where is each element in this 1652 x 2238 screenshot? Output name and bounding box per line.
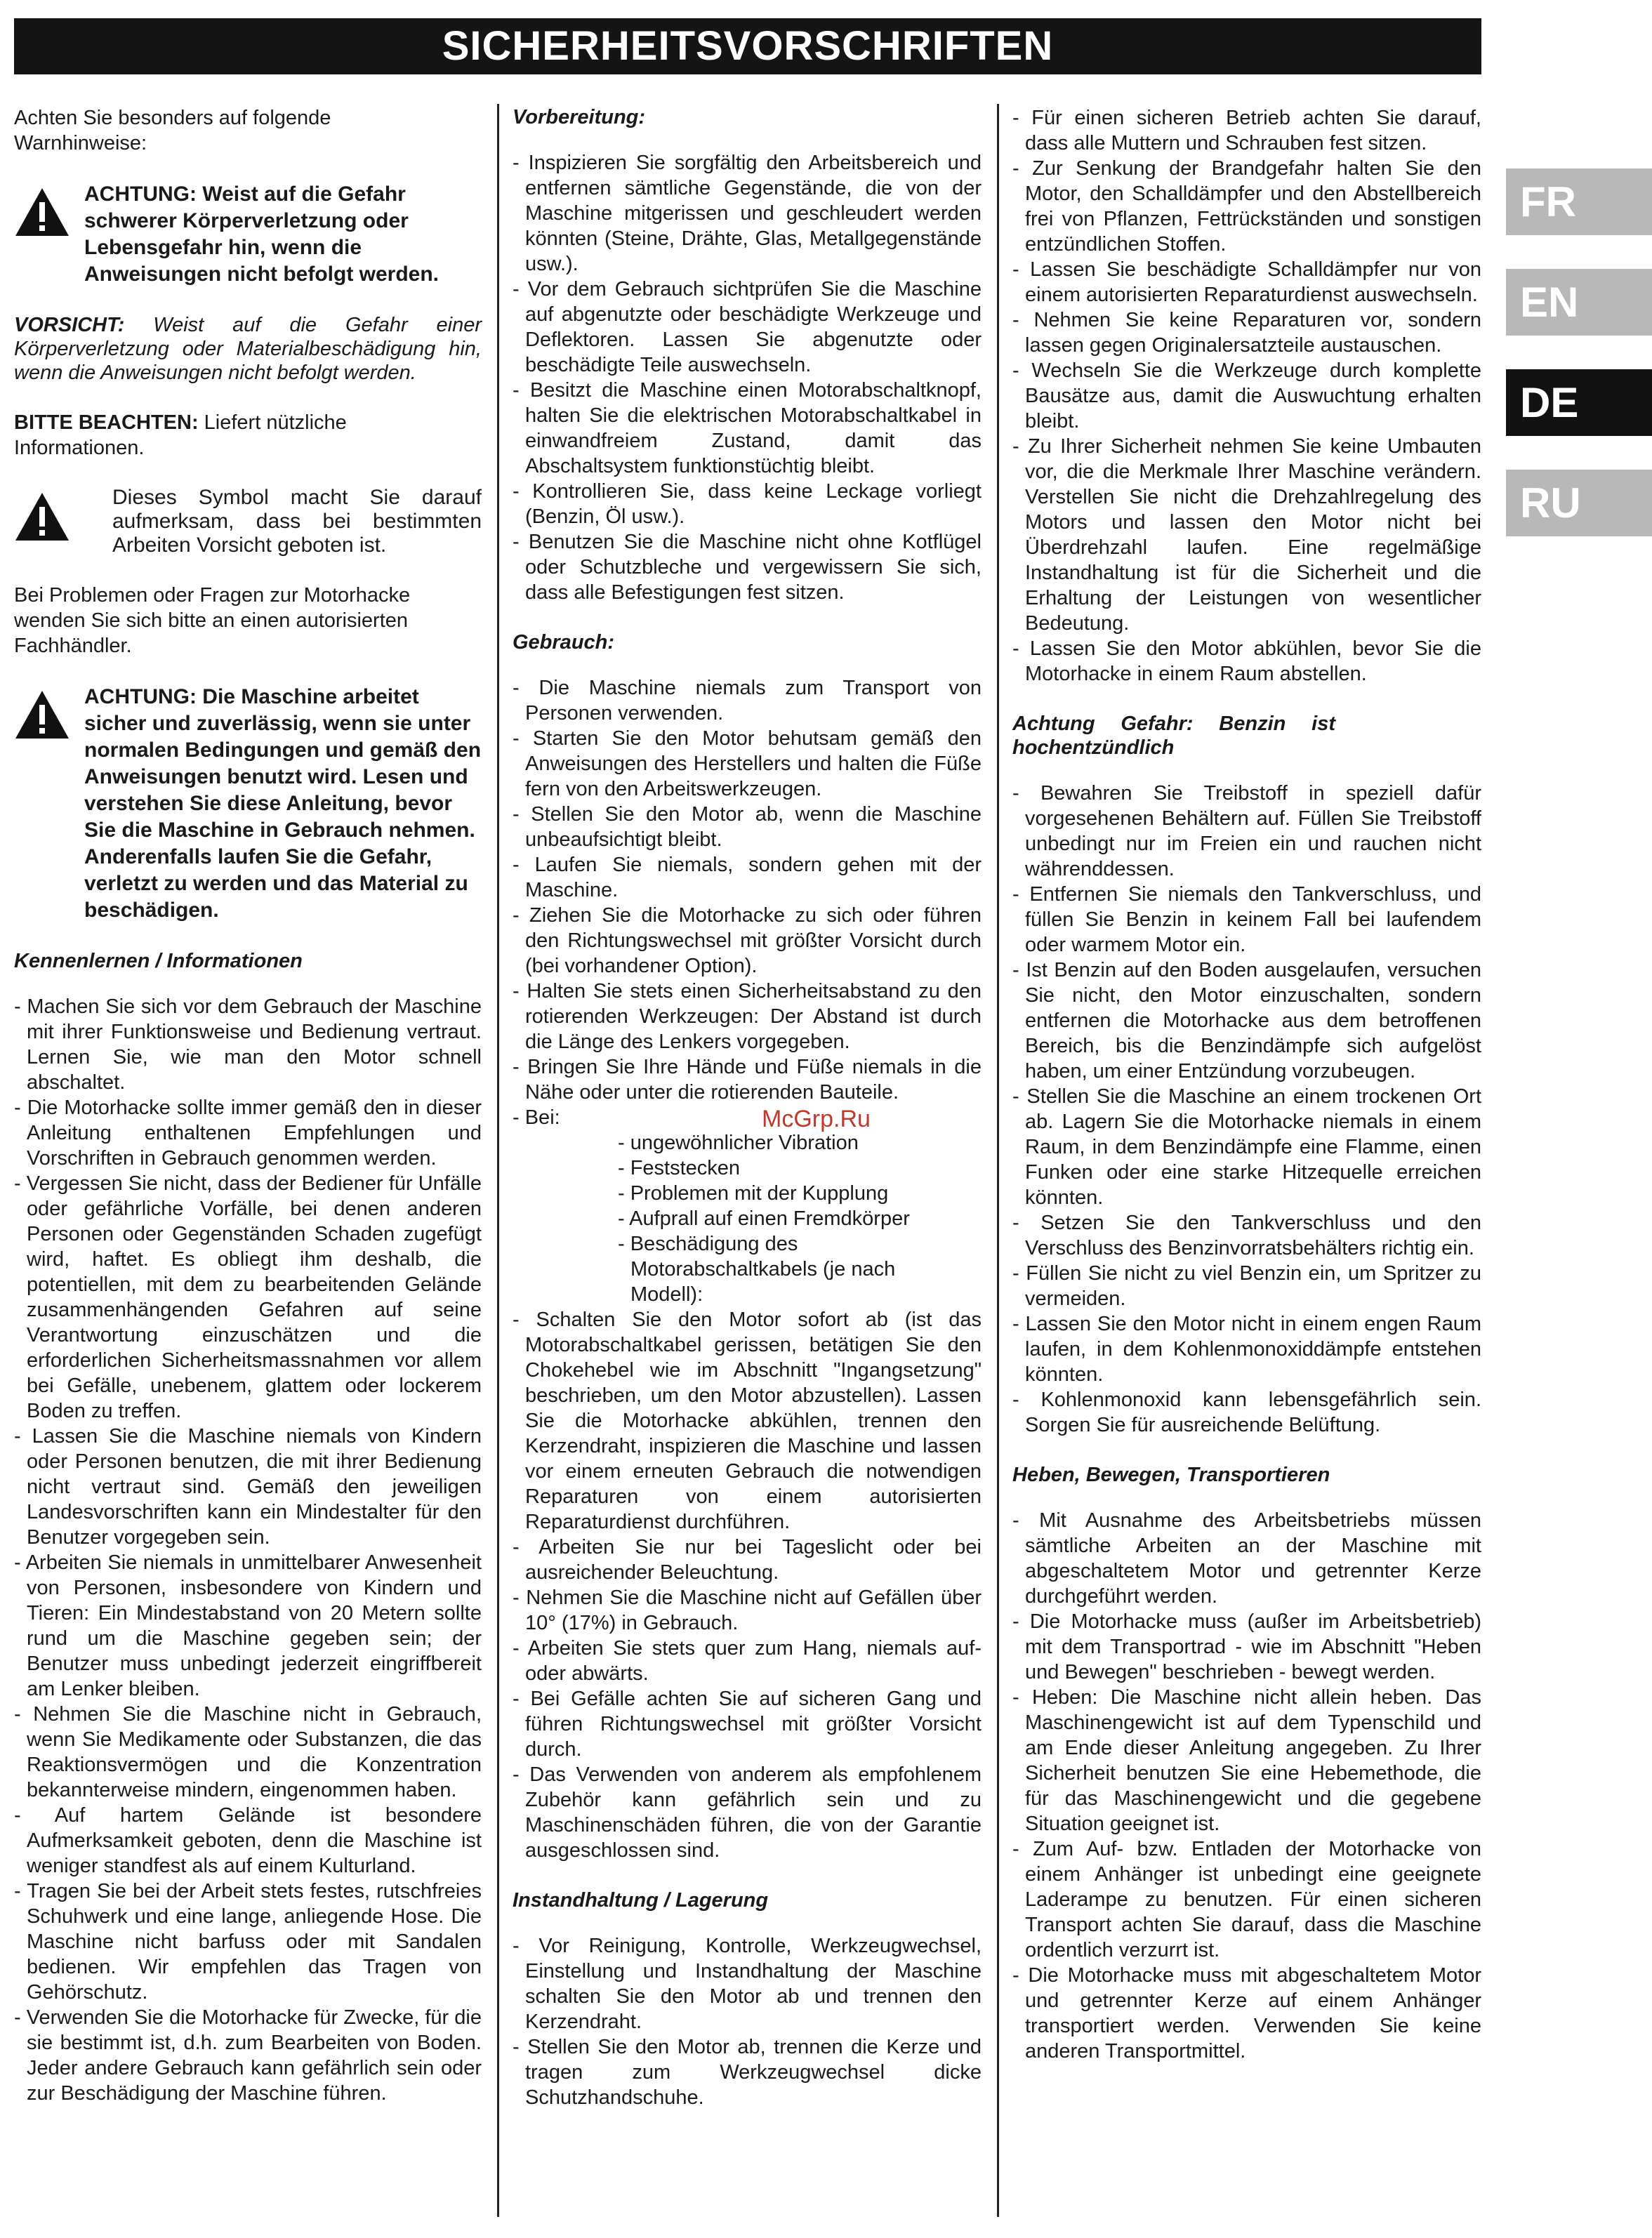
section-heading: Vorbereitung: xyxy=(513,106,646,128)
list-item: - Mit Ausnahme des Arbeitsbetriebs müssen sämtliche Arbeiten an der Maschine mit abgeschaltetem Motor und getrennter Kerze durchgeführt werden. xyxy=(1012,1508,1481,1609)
maint-list-continued xyxy=(1012,105,1481,687)
list-item: - Kohlenmonoxid kann lebensgefährlich sein. Sorgen Sie für ausreichende Belüftung. xyxy=(1012,1387,1481,1438)
list-item: - Entfernen Sie niemals den Tankverschluss, und füllen Sie Benzin in keinem Fall bei laufendem oder warmem Motor ein. xyxy=(1012,882,1481,958)
list-item: - Die Motorhacke muss (außer im Arbeitsbetrieb) mit dem Transportrad - wie im Abschnitt "Heben und Bewegen" beschrieben - bewegt werden. xyxy=(1012,1609,1481,1685)
column-1 xyxy=(14,105,482,2106)
transport-list xyxy=(1012,1508,1481,2064)
info-note xyxy=(14,410,482,461)
warning-block xyxy=(14,181,482,288)
prep-list xyxy=(513,150,982,605)
section-heading: Instandhaltung / Lagerung xyxy=(513,1889,769,1912)
caution-triangle-icon xyxy=(14,486,112,542)
sublist-item: - Aufprall auf einen Fremdkörper xyxy=(618,1206,969,1231)
list-item: - Schalten Sie den Motor sofort ab (ist das Motorabschaltkabel gerissen, betätigen Sie den Chokehebel wie im Abschnitt "Ingangsetzung" beschrieben, um den Motor abzustellen). Lassen Sie die Motorhacke abkühlen, trennen den Kerzendraht, inspizieren die Maschine und lassen vor einem erneuten Gebrauch die notwendigen Reparaturen von einem autorisierten Reparaturdienst durchführen. xyxy=(513,1307,982,1535)
list-item: - Bringen Sie Ihre Hände und Füße niemals in die Nähe oder unter die rotierenden Bauteile. xyxy=(513,1054,982,1105)
list-item: - Ziehen Sie die Motorhacke zu sich oder führen den Richtungswechsel mit größter Vorsicht durch (bei vorhandener Option). xyxy=(513,903,982,979)
list-item: - Das Verwenden von anderem als empfohlenem Zubehör kann gefährlich sein und zu Maschinenschäden führen, die von der Garantie ausgeschlossen sind. xyxy=(513,1762,982,1863)
list-item: - Zur Senkung der Brandgefahr halten Sie den Motor, den Schalldämpfer und den Abstellbereich frei von Pflanzen, Fettrückständen und sonstigen entzündlichen Stoffen. xyxy=(1012,156,1481,257)
list-item: - Stellen Sie den Motor ab, trennen die Kerze und tragen zum Werkzeugwechsel dicke Schutzhandschuhe. xyxy=(513,2034,982,2110)
sublist-item: - Beschädigung des Motorabschaltkabels (je nach Modell): xyxy=(618,1231,969,1307)
list-item: - Bewahren Sie Treibstoff in speziell dafür vorgesehenen Behältern auf. Füllen Sie Treibstoff unbedingt nur im Freien ein und rauchen nicht währenddessen. xyxy=(1012,781,1481,882)
list-item: - Arbeiten Sie nur bei Tageslicht oder bei ausreichender Beleuchtung. xyxy=(513,1535,982,1585)
list-item: - Heben: Die Maschine nicht allein heben. Das Maschinengewicht ist auf dem Typenschild und am Ende dieser Anleitung angegeben. Zu Ihrer Sicherheit benutzen Sie eine Hebemethode, die für das Maschinengewicht und die gegebene Situation geeignet ist. xyxy=(1012,1685,1481,1836)
info-text: Liefert nützliche Informationen. xyxy=(14,411,347,459)
list-item: - Nehmen Sie die Maschine nicht in Gebrauch, wenn Sie Medikamente oder Substanzen, die das Reaktionsvermögen und die Konzentration bekannterweise mindern, eingenommen haben. xyxy=(14,1702,482,1803)
caution-label: VORSICHT: xyxy=(14,314,125,336)
list-item: - Bei: xyxy=(513,1105,982,1130)
list-item: - Nehmen Sie die Maschine nicht auf Gefällen über 10° (17%) in Gebrauch. xyxy=(513,1585,982,1636)
info-label: BITTE BEACHTEN: xyxy=(14,411,199,434)
bei-sublist xyxy=(618,1130,969,1307)
caution-text: Weist auf die Gefahr einer Körperverletzung oder Materialbeschädigung hin, wenn die Anweisungen nicht befolgt werden. xyxy=(14,314,482,384)
fuel-list xyxy=(1012,781,1481,1438)
column-divider xyxy=(497,104,499,2217)
list-item: - Füllen Sie nicht zu viel Benzin ein, um Spritzer zu vermeiden. xyxy=(1012,1261,1481,1311)
list-item: - Lassen Sie beschädigte Schalldämpfer nur von einem autorisierten Reparaturdienst auswechseln. xyxy=(1012,257,1481,307)
list-item: - Vor Reinigung, Kontrolle, Werkzeugwechsel, Einstellung und Instandhaltung der Maschine schalten Sie den Motor ab und trennen den Kerzendraht. xyxy=(513,1933,982,2034)
caution-note xyxy=(14,313,482,385)
section-heading: Gebrauch: xyxy=(513,631,615,654)
list-item: - Die Motorhacke sollte immer gemäß den in dieser Anleitung enthaltenen Empfehlungen und Vorschriften in Gebrauch genommen werden. xyxy=(14,1095,482,1171)
list-item: - Ist Benzin auf den Boden ausgelaufen, versuchen Sie nicht, den Motor einzuschalten, sondern entfernen die Motorhacke aus dem betroffenen Bereich, bis die Benzindämpfe sich aufgelöst haben, um einer Entzündung vorzubeugen. xyxy=(1012,958,1481,1084)
list-item: - Bei Gefälle achten Sie auf sicheren Gang und führen Richtungswechsel mit größter Vorsicht durch. xyxy=(513,1686,982,1762)
sublist-item: - ungewöhnlicher Vibration xyxy=(618,1130,969,1156)
list-item: - Die Motorhacke muss mit abgeschaltetem Motor und getrennter Kerze auf einem Anhänger transportiert werden. Verwenden Sie keine anderen Transportmittel. xyxy=(1012,1963,1481,2064)
use-list xyxy=(513,675,982,1130)
lang-tab-ru[interactable]: RU xyxy=(1506,470,1652,536)
list-item: - Nehmen Sie keine Reparaturen vor, sondern lassen gegen Originalersatzteile austauschen. xyxy=(1012,307,1481,358)
list-item: - Zu Ihrer Sicherheit nehmen Sie keine Umbauten vor, die die Merkmale Ihrer Maschine verändern. Verstellen Sie nicht die Drehzahlregelung des Motors und lassen den Motor nicht bei Überdrehzahl laufen. Eine regelmäßige Instandhaltung ist für die Sicherheit und die Erhaltung der Leistungen von wesentlicher Bedeutung. xyxy=(1012,434,1481,636)
list-item: - Setzen Sie den Tankverschluss und den Verschluss des Benzinvorratsbehälters richtig ein. xyxy=(1012,1210,1481,1261)
list-item: - Arbeiten Sie niemals in unmittelbarer Anwesenheit von Personen, insbesondere von Kindern und Tieren: Ein Mindestabstand von 20 Metern sollte rund um die Maschine gegeben sein; der Benutzer muss unbedingt jederzeit eingriffbereit am Lenker bleiben. xyxy=(14,1550,482,1702)
list-item: - Halten Sie stets einen Sicherheitsabstand zu den rotierenden Werkzeugen: Der Abstand ist durch die Länge des Lenkers vorgegeben. xyxy=(513,979,982,1054)
symbol-note-block xyxy=(14,486,482,557)
list-item: - Benutzen Sie die Maschine nicht ohne Kotflügel oder Schutzbleche und vergewissern Sie sich, dass alle Befestigungen fest sitzen. xyxy=(513,529,982,605)
list-item: - Tragen Sie bei der Arbeit stets festes, rutschfreies Schuhwerk und eine lange, anliegende Hose. Die Maschine nicht barfuss oder mit Sandalen bedienen. Wir empfehlen das Tragen von Gehörschutz. xyxy=(14,1879,482,2005)
watermark: McGrp.Ru xyxy=(762,1106,871,1132)
problems-text: Bei Problemen oder Fragen zur Motorhacke wenden Sie sich bitte an einen autorisierten Fachhändler. xyxy=(14,584,411,657)
list-item: - Lassen Sie die Maschine niemals von Kindern oder Personen benutzen, die mit ihrer Bedienung nicht vertraut sind. Gemäß den jeweiligen Landesvorschriften kann ein Mindestalter für den Benutzer vorgegeben sein. xyxy=(14,1424,482,1550)
sublist-item: - Feststecken xyxy=(618,1156,969,1181)
list-item: - Die Maschine niemals zum Transport von Personen verwenden. xyxy=(513,675,982,726)
section-heading: Heben, Bewegen, Transportieren xyxy=(1012,1464,1330,1486)
list-item: - Lassen Sie den Motor abkühlen, bevor Sie die Motorhacke in einem Raum abstellen. xyxy=(1012,636,1481,687)
list-item: - Auf hartem Gelände ist besondere Aufmerksamkeit geboten, denn die Maschine ist weniger standfest als auf einem Kulturland. xyxy=(14,1803,482,1879)
sublist-item: - Problemen mit der Kupplung xyxy=(618,1181,969,1206)
lang-tab-fr[interactable]: FR xyxy=(1506,168,1652,235)
warning-triangle-icon xyxy=(14,684,84,740)
list-item: - Arbeiten Sie stets quer zum Hang, niemals auf- oder abwärts. xyxy=(513,1636,982,1686)
list-item: - Laufen Sie niemals, sondern gehen mit der Maschine. xyxy=(513,852,982,903)
list-item: - Besitzt die Maschine einen Motorabschaltknopf, halten Sie die elektrischen Motorabschaltkabel in einwandfreiem Zustand, damit das Abschaltsystem funktionstüchtig bleibt. xyxy=(513,378,982,479)
list-item: - Machen Sie sich vor dem Gebrauch der Maschine mit ihrer Funktionsweise und Bedienung vertraut. Lernen Sie, wie man den Motor schnell abschaltet. xyxy=(14,994,482,1095)
list-item: - Vor dem Gebrauch sichtprüfen Sie die Maschine auf abgenutzte oder beschädigte Werkzeuge und Deflektoren. Lassen Sie abgenutzte oder beschädigte Teile auswechseln. xyxy=(513,277,982,378)
warning-block xyxy=(14,684,482,924)
column-3 xyxy=(1012,105,1481,2064)
lang-tab-de[interactable]: DE xyxy=(1506,369,1652,436)
column-divider xyxy=(997,104,999,2217)
warning-triangle-icon xyxy=(14,181,84,237)
warning-text: ACHTUNG: Die Maschine arbeitet sicher und zuverlässig, wenn sie unter normalen Bedingungen und gemäß den Anweisungen benutzt wird. Lesen und verstehen Sie diese Anleitung, bevor Sie die Maschine in Gebrauch nehmen. Anderenfalls laufen Sie die Gefahr, verletzt zu werden und das Material zu beschädigen. xyxy=(84,685,482,922)
lang-tab-en[interactable]: EN xyxy=(1506,269,1652,336)
list-item: - Vergessen Sie nicht, dass der Bediener für Unfälle oder gefährliche Vorfälle, bei denen anderen Personen oder Gegenständen Schaden zugefügt wird, haftet. Es obliegt ihm deshalb, die potentiellen, mit dem zu bearbeitenden Gelände zusammenhängenden Gefahren auf seine Verantwortung einzuschätzen und die erforderlichen Sicherheitsmassnahmen vor allem bei Gefälle, unebenem, glattem oder lockerem Boden zu treffen. xyxy=(14,1171,482,1424)
list-item: - Inspizieren Sie sorgfältig den Arbeitsbereich und entfernen sämtliche Gegenstände, die von der Maschine mitgerissen und geschleudert werden könnten (Steine, Drähte, Glas, Metallgegenstände usw.). xyxy=(513,150,982,277)
use-list-continued xyxy=(513,1307,982,1863)
list-item: - Starten Sie den Motor behutsam gemäß den Anweisungen des Herstellers und halten die Füße fern von den Arbeitswerkzeugen. xyxy=(513,726,982,802)
symbol-note-text: Dieses Symbol macht Sie darauf aufmerksam, dass bei bestimmten Arbeiten Vorsicht geboten ist. xyxy=(112,486,482,557)
info-list xyxy=(14,994,482,2106)
list-item: - Verwenden Sie die Motorhacke für Zwecke, für die sie bestimmt ist, d.h. zum Bearbeiten von Boden. Jeder andere Gebrauch kann gefährlich sein oder zur Beschädigung der Maschine führen. xyxy=(14,2005,482,2106)
maint-list xyxy=(513,1933,982,2110)
list-item: - Für einen sicheren Betrieb achten Sie darauf, dass alle Muttern und Schrauben fest sitzen. xyxy=(1012,105,1481,156)
section-heading: Achtung Gefahr: Benzin ist hochentzündlich xyxy=(1012,713,1335,759)
list-item: - Stellen Sie die Maschine an einem trockenen Ort ab. Lagern Sie die Motorhacke niemals in einem Raum, in dem Benzindämpfe eine Flamme, einen Funken oder eine starke Hitzequelle erreichen könnten. xyxy=(1012,1084,1481,1210)
intro-text: Achten Sie besonders auf folgende Warnhinweise: xyxy=(14,107,331,154)
language-tabs xyxy=(1506,168,1652,570)
warning-text: ACHTUNG: Weist auf die Gefahr schwerer Körperverletzung oder Lebensgefahr hin, wenn die Anweisungen nicht befolgt werden. xyxy=(84,183,440,286)
list-item: - Stellen Sie den Motor ab, wenn die Maschine unbeaufsichtigt bleibt. xyxy=(513,802,982,852)
list-item: - Wechseln Sie die Werkzeuge durch komplette Bausätze aus, damit die Auswuchtung erhalten bleibt. xyxy=(1012,358,1481,434)
column-2 xyxy=(513,105,982,2110)
page-title: SICHERHEITSVORSCHRIFTEN xyxy=(14,18,1481,74)
list-item: - Kontrollieren Sie, dass keine Leckage vorliegt (Benzin, Öl usw.). xyxy=(513,479,982,529)
section-heading: Kennenlernen / Informationen xyxy=(14,950,303,972)
list-item: - Lassen Sie den Motor nicht in einem engen Raum laufen, in dem Kohlenmonoxiddämpfe entstehen könnten. xyxy=(1012,1311,1481,1387)
list-item: - Zum Auf- bzw. Entladen der Motorhacke von einem Anhänger ist unbedingt eine geeignete Laderampe zu benutzen. Für einen sicheren Transport achten Sie darauf, dass die Maschine ordentlich verzurrt ist. xyxy=(1012,1836,1481,1963)
